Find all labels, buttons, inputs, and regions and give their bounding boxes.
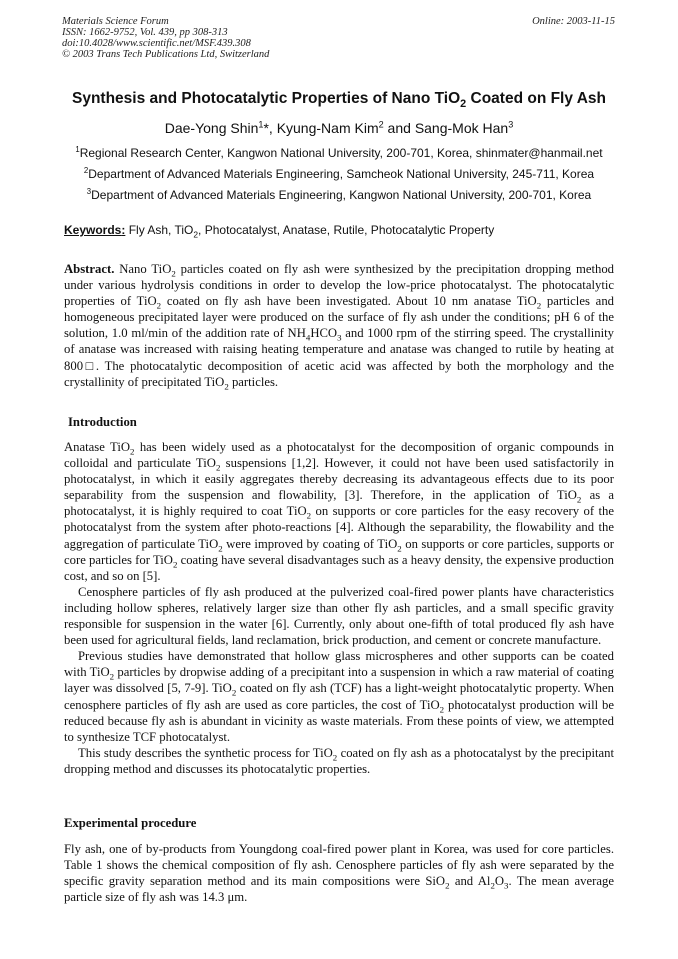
abstract-paragraph: Abstract. Nano TiO$_2$ particles coated on fly ash were synthesized by the precipitation dropping method under various hydrolysis conditions in order to develop the low-price photocatalyst. The photocatalytic properties of TiO$_2$ coated on fly ash have been investigated. About 10 nm anatase TiO$_2$ particles and homogeneous precipitated layer were produced on the surface of fly ash under the conditions; pH 6 of the solution, 1.0 ml/min of the addition rate of $NH_4HCO_3$ and 1000 rpm of the stirring speed. The crystallinity of anatase was increased with raising heating temperature and anatase was changed to rutile by heating at 800□. The photocatalytic decomposition of acetic acid was affected by both the morphology and the crystallinity of precipitated TiO$_2$ particles.: [64, 262, 615, 392]
intro-paragraph-3: Previous studies have demonstrated that hollow glass microspheres and other supports can be coated with TiO$_2$ particles by dropwise adding of a precipitant into a suspension in which a raw material of coating layer was dissolved [5, 7-9]. TiO$_2$ coated on fly ash (TCF) has a light-weight photocatalytic property. When cenosphere particles of fly ash are used as core particles, the cost of TiO$_2$ photocatalyst production will be reduced because fly ash is abundant in vicinity as waste materials. From these points of view, we attempted to synthesize TCF photocatalyst.: [64, 649, 614, 744]
introduction-section: [64, 439, 614, 777]
keywords-line: Keywords: Fly Ash, TiO$_2$, Photocatalyst, Anatase, Rutile, Photocatalytic Property: [64, 223, 495, 240]
intro-paragraph-2: Cenosphere particles of fly ash produced at the pulverized coal-fired power plants have characteristics including hollow spheres, relatively larger size than other fly ash particles, and a small specific gravity responsible for suspension in the water [6]. Currently, only about one-fifth of total produced fly ash have been used for agricultural fields, land reclamation, brick production, and cement or concrete manufacture.: [64, 584, 614, 648]
author-kim: Kyung-Nam Kim: [276, 120, 379, 136]
experimental-paragraph: Fly ash, one of by-products from Youngdong coal-fired power plant in Korea, was used for core particles. Table 1 shows the chemical composition of fly ash. Cenosphere particles of fly ash were separated by the specific gravity separation method and its main compositions were SiO$_2$ and $Al_2O_3$. The mean average particle size of fly ash was 14.3 μm.: [64, 842, 614, 905]
copyright-line: © 2003 Trans Tech Publications Ltd, Switzerland: [62, 49, 270, 60]
affiliation-2: $^2$Department of Advanced Materials Engineering, Samcheok National University, 245-711, Korea: [83, 166, 595, 181]
online-date: Online: 2003-11-15: [532, 16, 615, 27]
author-han: Sang-Mok Han: [414, 120, 509, 136]
intro-paragraph-1: Anatase TiO$_2$ has been widely used as a photocatalyst for the decomposition of organic compounds in colloidal and particulate TiO$_2$ suspensions [1,2]. However, it could not have been used satisfactorily in photocatalyst, in which it easily aggregates thereby decreasing its advantageous effects due to its poor separability from the suspension and flowability, [3]. Therefore, in the application of TiO$_2$ as a photocatalyst, it is highly required to coat TiO$_2$ on supports or core particles for the easy recovery of the photocatalyst from the system after photo-reactions [4]. Although the separability, the flowability and the aggregation of particulate TiO$_2$ were improved by coating of TiO$_2$ on supports or core particles, supports or core particles for TiO$_2$ coating have several disadvantages such as a heavy density, the expensive production cost, and so on [5].: [64, 440, 615, 583]
author-shin: Dae-Yong Shin: [164, 120, 259, 136]
experimental-heading: Experimental procedure: [64, 816, 197, 830]
keywords-label: Keywords: [64, 223, 122, 237]
degree-glyph: □: [83, 358, 96, 373]
issn-line: ISSN: 1662-9752, Vol. 439, pp 308-313: [62, 27, 228, 38]
paper-title: Synthesis and Photocatalytic Properties of Nano TiO$_2$ Coated on Fly Ash: [72, 90, 606, 111]
introduction-heading: Introduction: [68, 415, 137, 429]
journal-name: Materials Science Forum: [62, 16, 169, 27]
abstract-label: Abstract.: [64, 262, 115, 276]
doi-line[interactable]: doi:10.4028/www.scientific.net/MSF.439.308: [62, 38, 251, 49]
author-list: Dae-Yong Shin$^1$*, Kyung-Nam Kim$^2$ and Sang-Mok Han$^3$: [164, 119, 514, 136]
journal-header: [62, 16, 269, 60]
affiliation-1: $^1$Regional Research Center, Kangwon National University, 200-701, Korea, shinmater@hanmail.net: [75, 145, 603, 160]
affiliation-3: $^3$Department of Advanced Materials Engineering, Kangwon National University, 200-701, Korea: [86, 187, 592, 202]
intro-paragraph-4: This study describes the synthetic process for TiO$_2$ coated on fly ash as a photocatalyst by the precipitant dropping method and discusses its photocatalytic properties.: [64, 745, 614, 776]
